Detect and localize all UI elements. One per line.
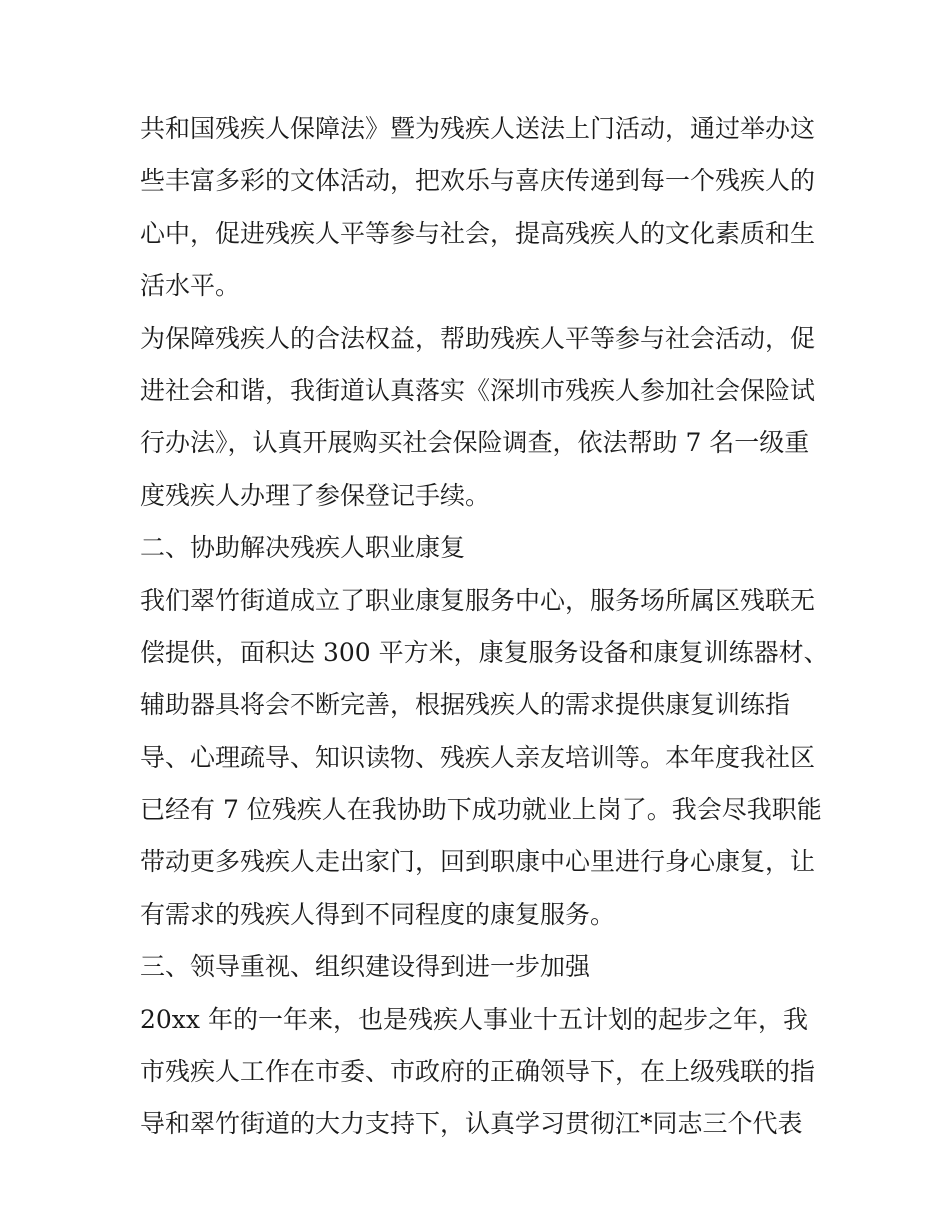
text-line: 已经有 7 位残疾人在我协助下成功就业上岗了。我会尽我职能	[140, 795, 822, 825]
text-line: 带动更多残疾人走出家门，回到职康中心里进行身心康复，让	[140, 847, 816, 877]
text-line: 市残疾人工作在市委、市政府的正确领导下，在上级残联的指	[140, 1057, 816, 1087]
text-line: 辅助器具将会不断完善，根据残疾人的需求提供康复训练指	[140, 690, 791, 720]
text-line: 为保障残疾人的合法权益，帮助残疾人平等参与社会活动，促	[140, 323, 816, 353]
text-line: 有需求的残疾人得到不同程度的康复服务。	[140, 899, 616, 929]
text-line: 度残疾人办理了参保登记手续。	[140, 480, 491, 510]
text-line: 偿提供，面积达 300 平方米，康复服务设备和康复训练器材、	[140, 637, 829, 667]
section-heading: 二、协助解决残疾人职业康复	[140, 533, 466, 563]
text-line: 导、心理疏导、知识读物、残疾人亲友培训等。本年度我社区	[140, 742, 816, 772]
text-line: 我们翠竹街道成立了职业康复服务中心，服务场所属区残联无	[140, 585, 816, 615]
text-line: 心中，促进残疾人平等参与社会，提高残疾人的文化素质和生	[140, 218, 816, 248]
text-line: 活水平。	[140, 271, 241, 301]
document-body	[140, 103, 829, 1151]
text-line: 进社会和谐，我街道认真落实《深圳市残疾人参加社会保险试	[140, 375, 816, 405]
text-line: 行办法》，认真开展购买社会保险调查，依法帮助 7 名一级重	[140, 428, 810, 458]
section-heading: 三、领导重视、组织建设得到进一步加强	[140, 952, 591, 982]
text-line: 共和国残疾人保障法》暨为残疾人送法上门活动，通过举办这	[140, 114, 816, 143]
text-line: 20xx 年的一年来，也是残疾人事业十五计划的起步之年，我	[140, 1004, 808, 1034]
text-line: 导和翠竹街道的大力支持下，认真学习贯彻江*同志三个代表	[140, 1109, 803, 1139]
text-line: 些丰富多彩的文体活动，把欢乐与喜庆传递到每一个残疾人的	[140, 166, 816, 196]
